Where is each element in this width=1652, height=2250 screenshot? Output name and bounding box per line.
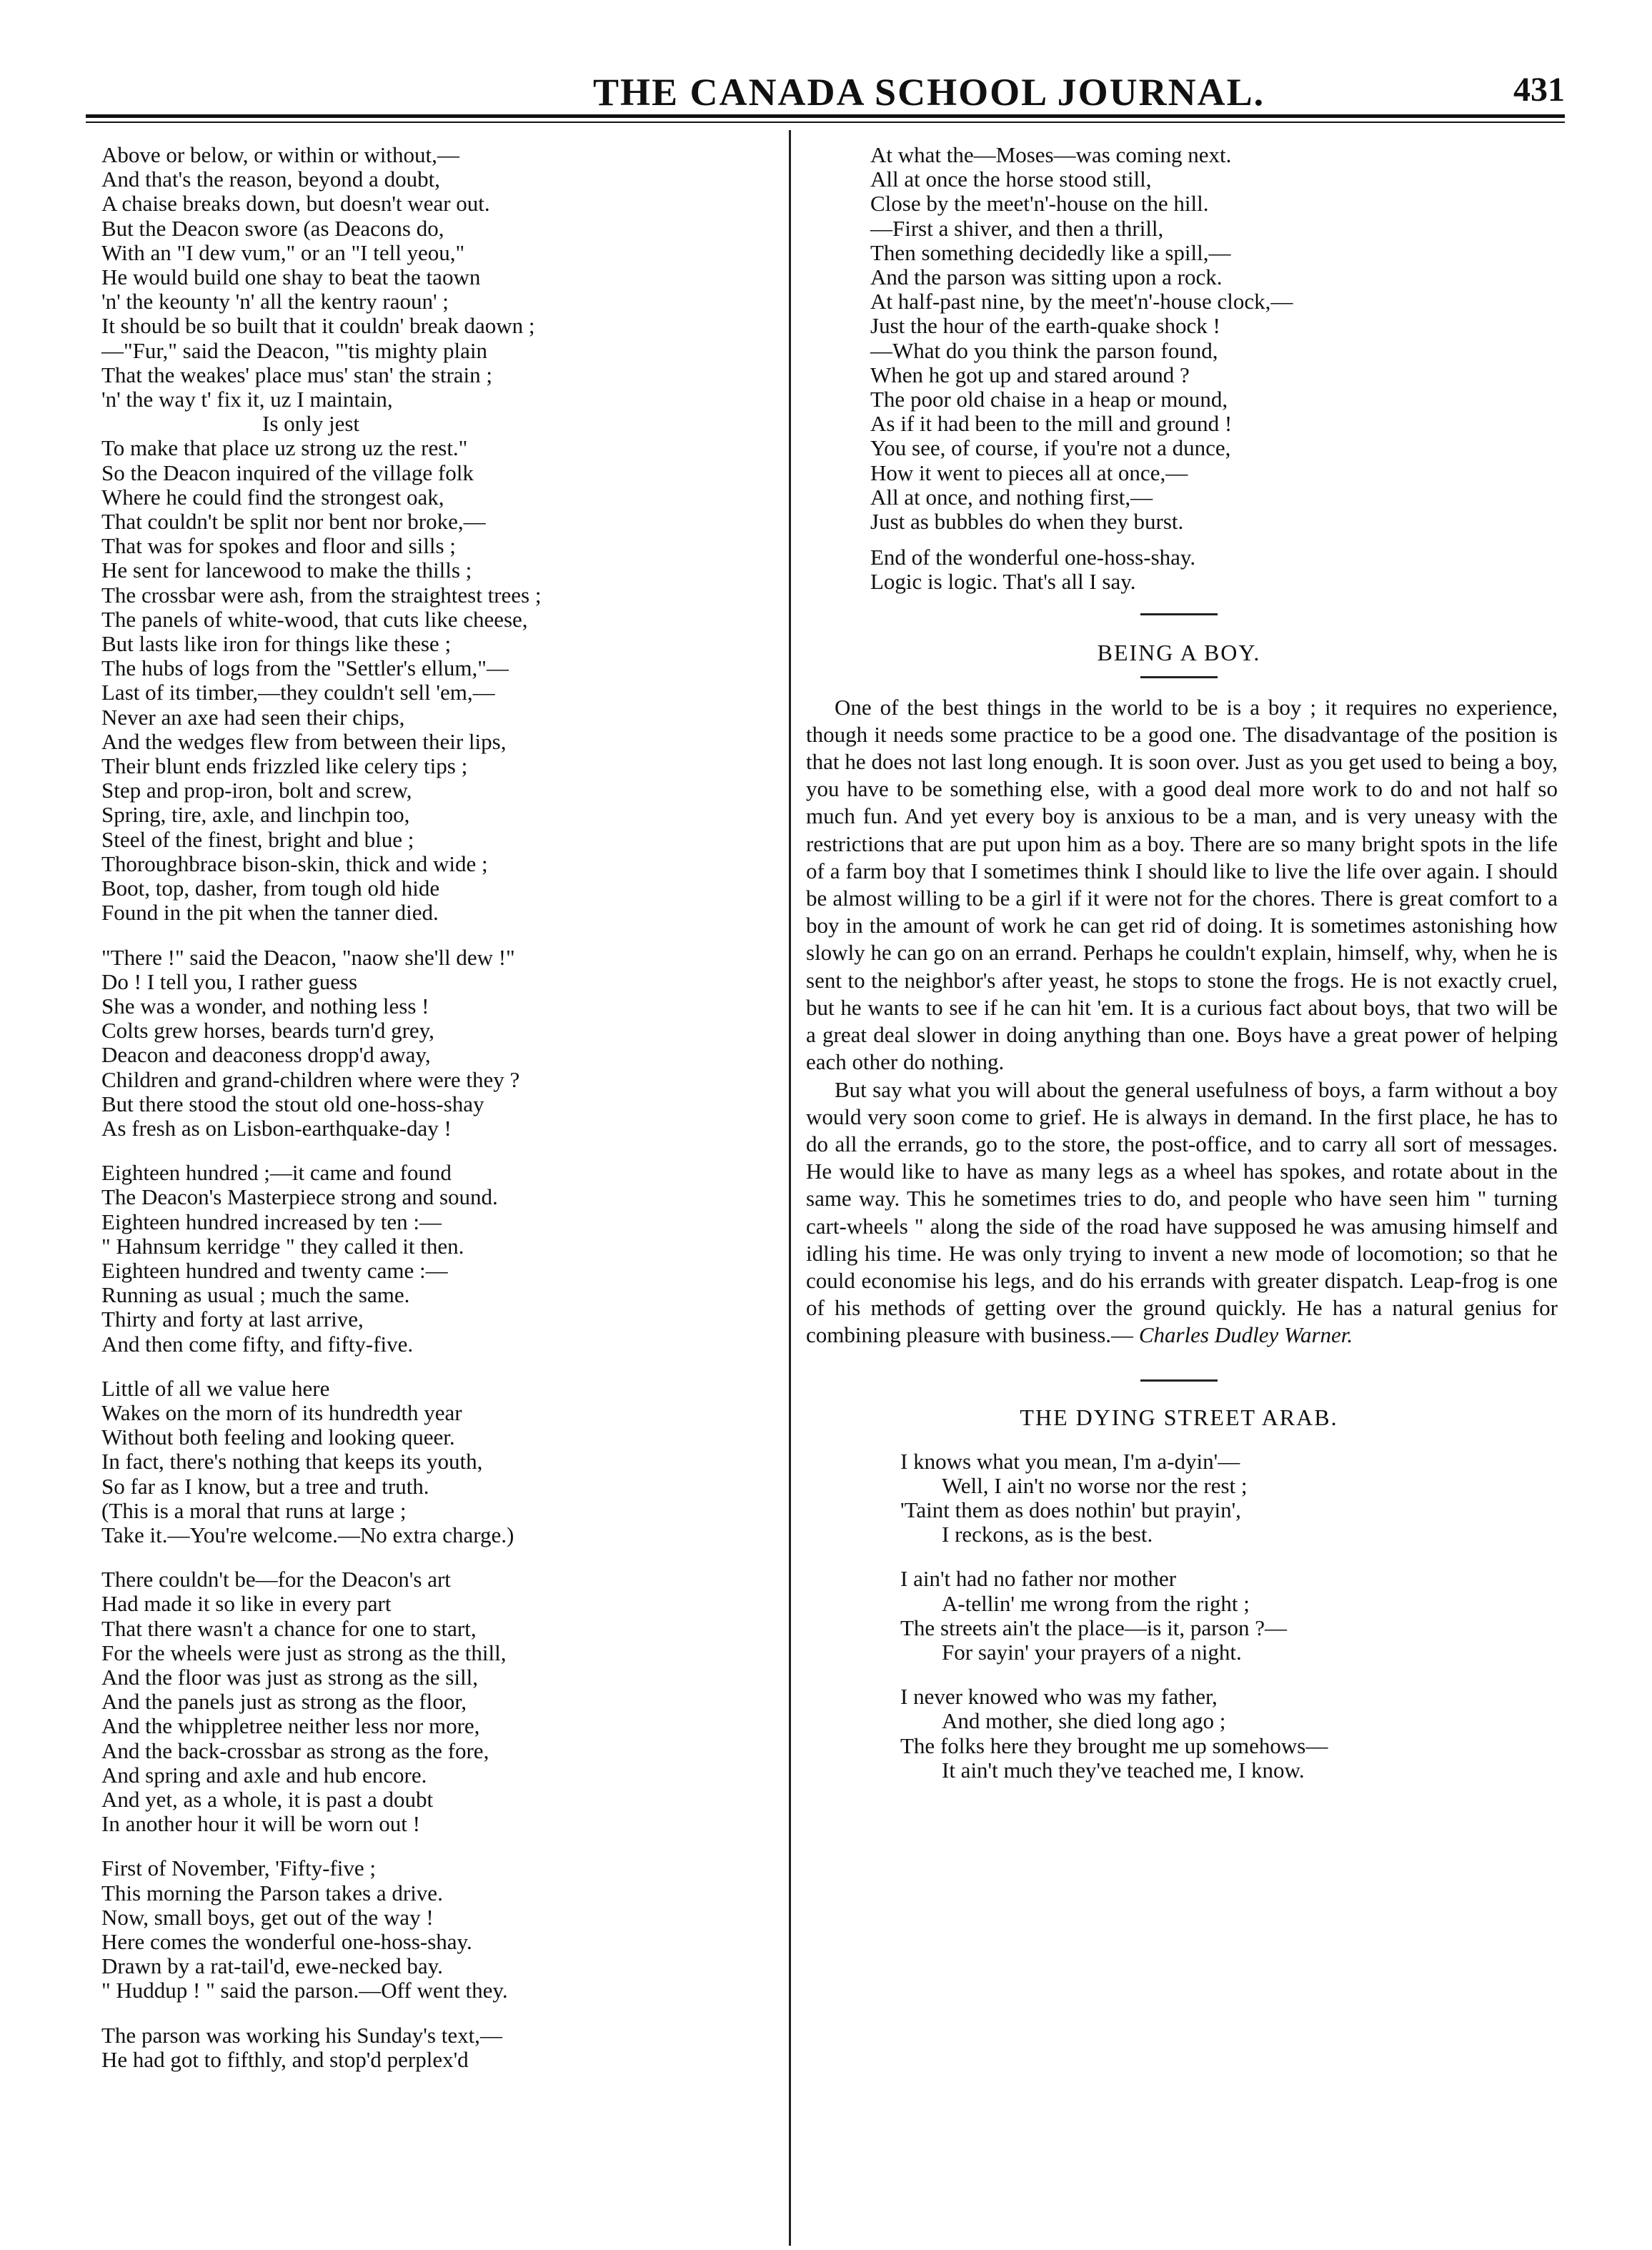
poem-line: But there stood the stout old one-hoss-shay	[101, 1091, 484, 1116]
poem-line: At half-past nine, by the meet'n'-house clock,—	[870, 289, 1293, 314]
poem-line: First of November, 'Fifty-five ;	[101, 1855, 377, 1881]
poem-line: Step and prop-iron, bolt and screw,	[101, 778, 412, 803]
poem-line: And the back-crossbar as strong as the fore,	[101, 1738, 489, 1763]
poem-line: But lasts like iron for things like these ;	[101, 631, 452, 657]
poem-line: That there wasn't a chance for one to start,	[101, 1615, 477, 1641]
poem-line: In another hour it will be worn out !	[101, 1811, 420, 1837]
arab-stanza	[900, 1567, 1565, 1665]
poem-stanza	[101, 2023, 773, 2072]
poem-line: The Deacon's Masterpiece strong and sound.	[101, 1184, 498, 1210]
poem-line: Without both feeling and looking queer.	[101, 1424, 455, 1450]
right-column	[793, 143, 1565, 1783]
poem-line: With an "I dew vum," or an "I tell yeou,"	[101, 239, 465, 265]
poem-line: And the whippletree neither less nor more,	[101, 1713, 480, 1739]
poem-line: You see, of course, if you're not a dunce,	[870, 435, 1231, 461]
poem-line: Eighteen hundred and twenty came :—	[101, 1257, 448, 1283]
poem-line: End of the wonderful one-hoss-shay.	[870, 545, 1196, 570]
poem-line: To make that place uz strong uz the rest."	[101, 435, 468, 461]
running-head	[86, 70, 1579, 113]
poem-line: As fresh as on Lisbon-earthquake-day !	[101, 1115, 452, 1141]
poem-line: The crossbar were ash, from the straightest trees ;	[101, 582, 542, 608]
journal-title: THE CANADA SCHOOL JOURNAL.	[593, 71, 1265, 114]
poem-line: —What do you think the parson found,	[870, 337, 1218, 363]
poem-line: In fact, there's nothing that keeps its youth,	[101, 1449, 483, 1475]
poem-stanza	[101, 1161, 773, 1357]
poem-line: (This is a moral that runs at large ;	[101, 1497, 407, 1523]
column-divider	[789, 130, 791, 2246]
poem-line: This morning the Parson takes a drive.	[101, 1880, 443, 1905]
poem-line: Eighteen hundred increased by ten :—	[101, 1209, 442, 1234]
poem-line: How it went to pieces all at once,—	[870, 460, 1188, 485]
poem-line: Running as usual ; much the same.	[101, 1282, 410, 1308]
poem-line: All at once, and nothing first,—	[870, 484, 1153, 510]
poem-stanza	[101, 946, 773, 1141]
poem-line: But the Deacon swore (as Deacons do,	[101, 215, 444, 241]
poem-stanza	[101, 143, 773, 926]
poem-line: When he got up and stared around ?	[870, 362, 1190, 387]
poem-line: That the weakes' place mus' stan' the strain ;	[101, 362, 493, 387]
poem-end-stanza	[870, 545, 1565, 594]
dying-street-arab-heading: THE DYING STREET ARAB.	[1020, 1404, 1338, 1430]
poem-line: All at once the horse stood still,	[870, 167, 1152, 192]
poem-line: The panels of white-wood, that cuts like cheese,	[101, 606, 528, 632]
arab-stanza	[900, 1685, 1565, 1783]
poem-line: And then come fifty, and fifty-five.	[101, 1331, 414, 1357]
poem-line: Above or below, or within or without,—	[101, 142, 459, 167]
essay-paragraph: One of the best things in the world to be is a boy ; it requires no experience, though it needs some practice to be a good one. The disadvantage of the position is that he does not last long enough. It is soon over. Just as you get used to being a boy, you have to be something else, with a good deal more work to do and not half so much fun. And yet every boy is anxious to be a man, and is very uneasy with the restrictions that are put upon him as a boy. There are so many bright spots in the life of a farm boy that I sometimes think I should like to live the life over again. I should be almost willing to be a girl if it were not for the chores. There is great comfort to a boy in the amount of work he can get rid of doing. It is sometimes astonishing how slowly he can go on an errand. Perhaps he couldn't explain, himself, why, when he is sent to the neighbor's after yeast, he stops to stone the frogs. He is not exactly cruel, but he wants to see if he can hit 'em. It is a curious fact about boys, that two will be a great deal slower in doing anything than one. Boys have a great power of helping each other do nothing.	[806, 694, 1558, 1075]
header-rule	[86, 114, 1565, 118]
poem-line: A chaise breaks down, but doesn't wear out.	[101, 191, 490, 217]
poem-line: At what the—Moses—was coming next.	[870, 142, 1232, 167]
poem-line: Colts grew horses, beards turn'd grey,	[101, 1018, 434, 1044]
poem-line: Wakes on the morn of its hundredth year	[101, 1399, 462, 1425]
poem-line: She was a wonder, and nothing less !	[101, 993, 429, 1019]
poem-line: " Huddup ! " said the parson.—Off went they.	[101, 1978, 508, 2003]
poem-line: Deacon and deaconess dropp'd away,	[101, 1042, 431, 1068]
left-column	[101, 143, 773, 2072]
poem-line: Boot, top, dasher, from tough old hide	[101, 876, 440, 901]
poem-line: And the panels just as strong as the floor,	[101, 1689, 467, 1715]
poem-line: And spring and axle and hub encore.	[101, 1762, 427, 1788]
poem-stanza	[101, 1856, 773, 2003]
poem-end-stanza	[870, 143, 1565, 534]
essay-credit: Charles Dudley Warner.	[1138, 1322, 1353, 1348]
poem-line: Logic is logic. That's all I say.	[870, 569, 1136, 595]
poem-line: So far as I know, but a tree and truth.	[101, 1473, 429, 1499]
page-number: 431	[1513, 71, 1565, 109]
poem-stanza	[101, 1567, 773, 1836]
poem-line: Their blunt ends frizzled like celery tips ;	[101, 753, 468, 779]
poem-line: And mother, she died long ago ;	[942, 1708, 1226, 1734]
poem-line: Had made it so like in every part	[101, 1591, 392, 1617]
poem-line: "There !" said the Deacon, "naow she'll dew !"	[101, 944, 515, 970]
poem-line: Take it.—You're welcome.—No extra charge.)	[101, 1522, 514, 1547]
poem-line: The hubs of logs from the "Settler's ellum,"—	[101, 655, 509, 681]
poem-line: 'n' the keounty 'n' all the kentry raoun' ;	[101, 289, 449, 314]
poem-line: Never an axe had seen their chips,	[101, 704, 405, 730]
poem-line: Drawn by a rat-tail'd, ewe-necked bay.	[101, 1953, 443, 1979]
poem-line: That couldn't be split nor bent nor broke,—	[101, 509, 486, 535]
poem-line: I reckons, as is the best.	[942, 1522, 1153, 1547]
poem-line: And the parson was sitting upon a rock.	[870, 264, 1223, 290]
poem-line: Well, I ain't no worse nor the rest ;	[942, 1472, 1248, 1498]
poem-line: For the wheels were just as strong as the thill,	[101, 1640, 507, 1665]
poem-line: It should be so built that it couldn' break daown ;	[101, 313, 535, 339]
poem-line: Little of all we value here	[101, 1375, 330, 1401]
poem-line: I ain't had no father nor mother	[900, 1566, 1177, 1592]
poem-line: Where he could find the strongest oak,	[101, 484, 444, 510]
poem-line: Now, small boys, get out of the way !	[101, 1904, 434, 1930]
header-rule-thin	[86, 122, 1565, 123]
poem-line: Close by the meet'n'-house on the hill.	[870, 191, 1209, 217]
poem-line: Eighteen hundred ;—it came and found	[101, 1160, 452, 1186]
poem-line: For sayin' your prayers of a night.	[942, 1639, 1242, 1665]
poem-line: And the floor was just as strong as the sill,	[101, 1664, 478, 1690]
poem-line: Just the hour of the earth-quake shock !	[870, 313, 1220, 339]
poem-line: I never knowed who was my father,	[900, 1684, 1218, 1710]
poem-line: It ain't much they've teached me, I know.	[942, 1757, 1305, 1783]
poem-line: 'n' the way t' fix it, uz I maintain,	[101, 387, 393, 412]
poem-line: He would build one shay to beat the taown	[101, 264, 481, 290]
poem-line: That was for spokes and floor and sills ;	[101, 533, 456, 559]
poem-line: The poor old chaise in a heap or mound,	[870, 387, 1228, 412]
poem-line: Do ! I tell you, I rather guess	[101, 968, 358, 994]
poem-line: Found in the pit when the tanner died.	[101, 900, 439, 926]
poem-line: So the Deacon inquired of the village folk	[101, 460, 474, 485]
arab-stanza	[900, 1449, 1565, 1547]
poem-line: Thirty and forty at last arrive,	[101, 1307, 364, 1332]
poem-line: There couldn't be—for the Deacon's art	[101, 1567, 451, 1592]
poem-line: The parson was working his Sunday's text,—	[101, 2022, 502, 2048]
poem-line: He sent for lancewood to make the thills ;	[101, 557, 472, 583]
poem-line: The streets ain't the place—is it, parson ?—	[900, 1615, 1288, 1640]
poem-line: And yet, as a whole, it is past a doubt	[101, 1787, 434, 1812]
poem-line: Just as bubbles do when they burst.	[870, 509, 1184, 535]
being-a-boy-heading: BEING A BOY.	[1097, 639, 1261, 665]
poem-line: And that's the reason, beyond a doubt,	[101, 167, 440, 192]
poem-line: As if it had been to the mill and ground !	[870, 411, 1233, 437]
poem-stanza	[101, 1377, 773, 1547]
poem-line: Then something decidedly like a spill,—	[870, 239, 1231, 265]
poem-line: A-tellin' me wrong from the right ;	[942, 1590, 1250, 1616]
poem-line: 'Taint them as does nothin' but prayin',	[900, 1497, 1241, 1522]
poem-line: He had got to fifthly, and stop'd perplex'd	[101, 2046, 469, 2072]
poem-line: Children and grand-children where were they ?	[101, 1066, 520, 1092]
poem-line: Last of its timber,—they couldn't sell 'em,—	[101, 680, 495, 705]
essay-paragraph: But say what you will about the general usefulness of boys, a farm without a boy would very soon come to grief. He is always in demand. In the first place, he has to do all the errands, go to the store, the post-office, and to carry all sort of messages. He would like to have as many legs as a wheel has spokes, and rotate about in the same way. This he sometimes tries to do, and people who have seen him " turning cart-wheels " along the side of the road have supposed he was amusing himself and idling his time. He was only trying to invent a new mode of locomotion; so that he could economise his legs, and do his errands with greater dispatch. Leap-frog is one of his methods of getting over the ground quickly. He has a natural genius for combining pleasure with business.— Charles Dudley Warner.	[806, 1076, 1558, 1348]
poem-line: " Hahnsum kerridge " they called it then.	[101, 1233, 464, 1259]
poem-line: Is only jest	[262, 411, 360, 437]
poem-line: And the wedges flew from between their lips,	[101, 728, 507, 754]
poem-line: Here comes the wonderful one-hoss-shay.	[101, 1929, 472, 1955]
poem-line: —"Fur," said the Deacon, "'tis mighty plain	[101, 337, 487, 363]
poem-line: Thoroughbrace bison-skin, thick and wide ;	[101, 851, 488, 876]
poem-line: The folks here they brought me up somehows—	[900, 1733, 1328, 1758]
poem-line: Spring, tire, axle, and linchpin too,	[101, 802, 410, 828]
poem-line: —First a shiver, and then a thrill,	[870, 215, 1164, 241]
poem-line: I knows what you mean, I'm a-dyin'—	[900, 1448, 1240, 1474]
poem-line: Steel of the finest, bright and blue ;	[101, 826, 414, 852]
